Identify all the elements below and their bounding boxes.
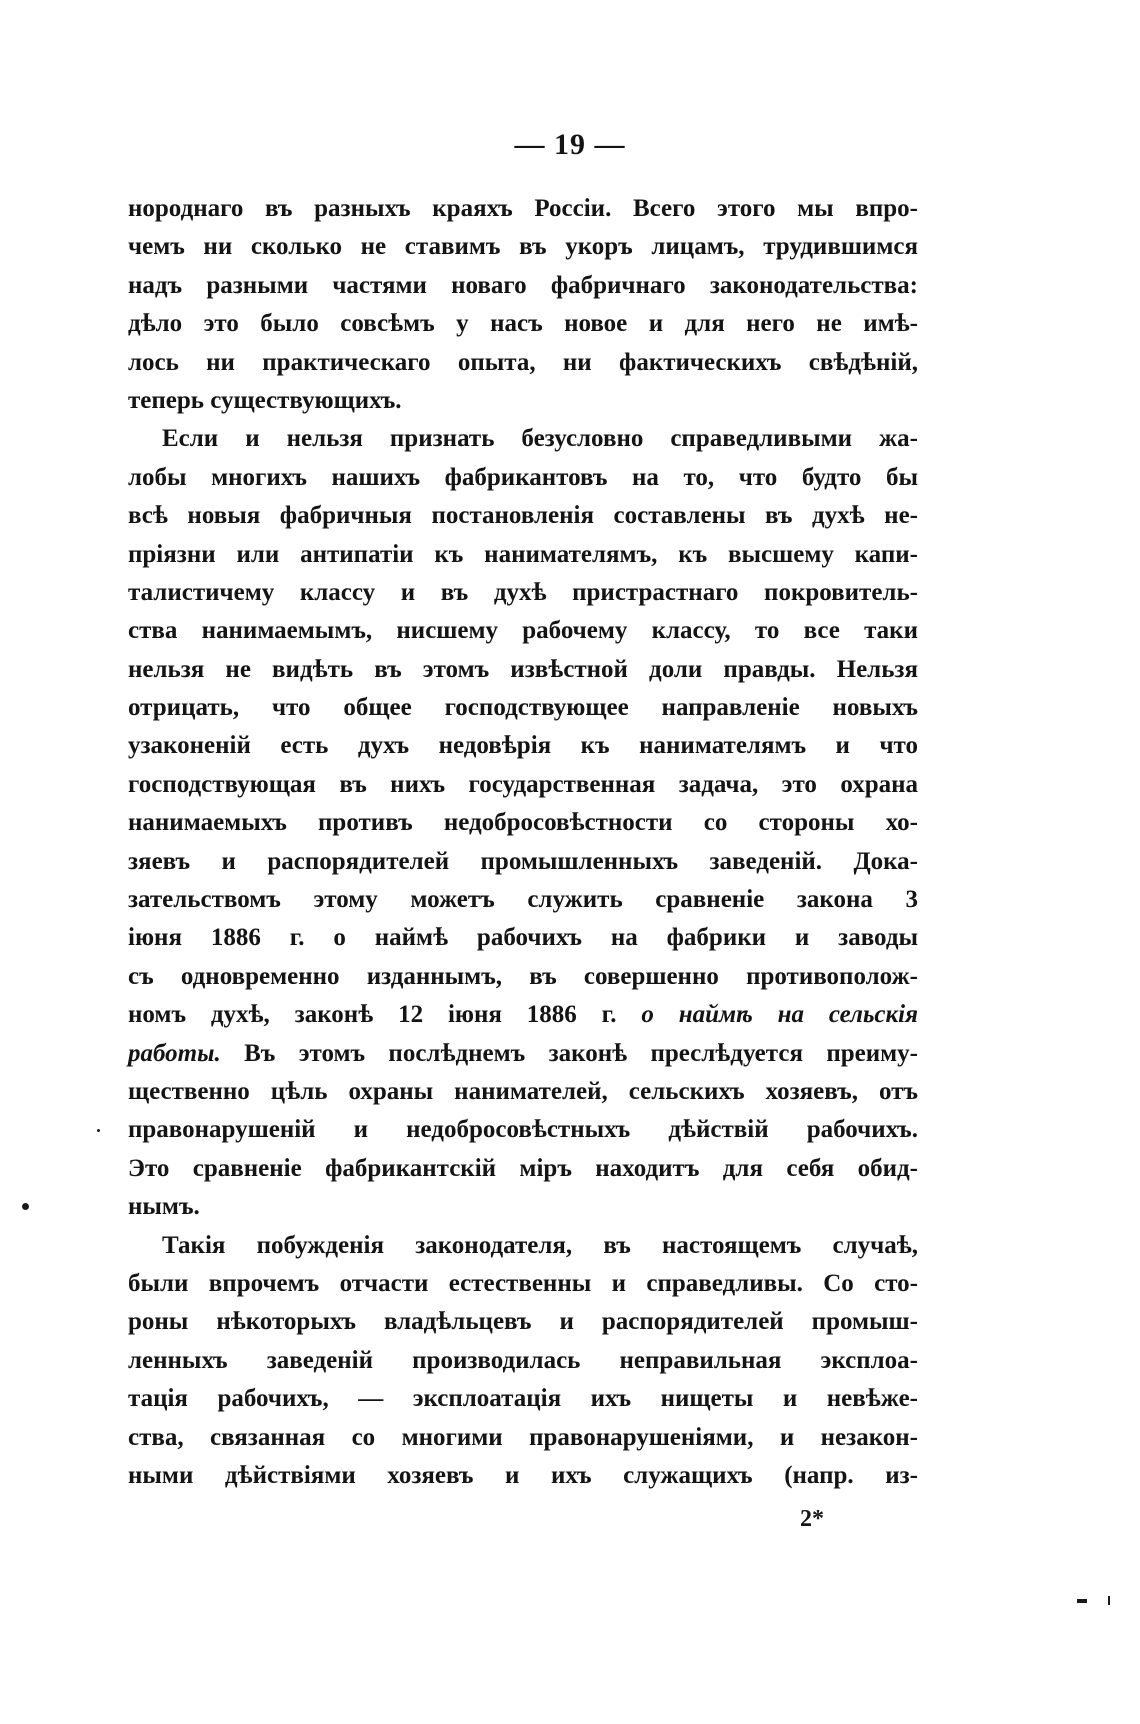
italic-segment: работы. bbox=[128, 1039, 221, 1067]
text-line: Это сравненіе фабрикантскій міръ находитъ для себя обид- bbox=[128, 1154, 918, 1182]
text-line: ства нанимаемымъ, нисшему рабочему классу, то все таки bbox=[128, 617, 918, 645]
signature-mark: 2* bbox=[800, 1506, 824, 1532]
text-line: пріязни или антипатіи къ нанимателямъ, къ высшему капи- bbox=[128, 540, 918, 568]
text-line: узаконеній есть духъ недовѣрія къ нанимателямъ и что bbox=[128, 732, 918, 760]
text-line: нымъ. bbox=[128, 1193, 200, 1221]
text-line: щественно цѣль охраны нанимателей, сельскихъ хозяевъ, отъ bbox=[128, 1077, 918, 1105]
paragraph-3 bbox=[128, 1227, 918, 1496]
text-line: лось ни практическаго опыта, ни фактическихъ свѣдѣній, bbox=[128, 348, 918, 376]
text-line: надъ разными частями новаго фабричнаго законодательства: bbox=[128, 271, 918, 299]
paragraph-1 bbox=[128, 190, 918, 420]
text-line: ства, связанная со многими правонарушеніями, и незакон- bbox=[128, 1423, 918, 1451]
scan-speck bbox=[1077, 1599, 1087, 1603]
text-segment: номъ духѣ, законѣ 12 іюня 1886 г. bbox=[128, 1001, 617, 1029]
text-line: съ одновременно изданнымъ, въ совершенно противополож- bbox=[128, 962, 918, 990]
text-line: правонарушеній и недобросовѣстныхъ дѣйствій рабочихъ. bbox=[128, 1116, 918, 1144]
scan-speck bbox=[97, 1129, 100, 1132]
body-text bbox=[128, 190, 918, 1495]
text-line: чемъ ни сколько не ставимъ въ укоръ лицамъ, трудившимся bbox=[128, 233, 918, 261]
text-line: зательствомъ этому можетъ служить сравненіе закона 3 bbox=[128, 886, 918, 914]
text-line: отрицать, что общее господствующее направленіе новыхъ bbox=[128, 694, 918, 722]
text-line: были впрочемъ отчасти естественны и справедливы. Со сто- bbox=[128, 1269, 918, 1297]
italic-segment: о наймѣ на сельскія bbox=[641, 1001, 918, 1029]
scan-speck bbox=[1108, 1596, 1110, 1605]
text-line: нельзя не видѣть въ этомъ извѣстной доли правды. Нельзя bbox=[128, 655, 918, 683]
text-line-mixed bbox=[128, 996, 918, 1034]
text-line: всѣ новыя фабричныя постановленія составлены въ духѣ не- bbox=[128, 502, 918, 530]
page-number: — 19 — bbox=[514, 128, 626, 161]
text-line: лобы многихъ нашихъ фабрикантовъ на то, что будто бы bbox=[128, 463, 918, 491]
text-line: Если и нельзя признать безусловно справедливыми жа- bbox=[162, 425, 918, 453]
text-line: тація рабочихъ, — эксплоатація ихъ нищеты и невѣже- bbox=[128, 1385, 918, 1413]
scan-speck bbox=[22, 1203, 29, 1210]
text-line: нанимаемыхъ противъ недобросовѣстности со стороны хо- bbox=[128, 809, 918, 837]
text-line: теперь существующихъ. bbox=[128, 386, 402, 414]
text-line: ленныхъ заведеній производилась неправильная эксплоа- bbox=[128, 1346, 918, 1374]
text-line: талистичему классу и въ духѣ пристрастнаго покровитель- bbox=[128, 578, 918, 606]
text-line: зяевъ и распорядителей промышленныхъ заведеній. Дока- bbox=[128, 847, 918, 875]
text-line: іюня 1886 г. о наймѣ рабочихъ на фабрики и заводы bbox=[128, 924, 918, 952]
text-line: дѣло это было совсѣмъ у насъ новое и для него не имѣ- bbox=[128, 310, 918, 338]
text-segment: Въ этомъ послѣднемъ законѣ преслѣдуется преиму- bbox=[244, 1039, 919, 1067]
text-line: роны нѣкоторыхъ владѣльцевъ и распорядителей промыш- bbox=[128, 1308, 918, 1336]
paragraph-2 bbox=[128, 420, 918, 1226]
text-line: Такія побужденія законодателя, въ настоящемъ случаѣ, bbox=[162, 1231, 918, 1259]
text-line-mixed bbox=[128, 1035, 918, 1073]
text-line: господствующая въ нихъ государственная задача, это охрана bbox=[128, 770, 918, 798]
text-line: ными дѣйствіями хозяевъ и ихъ служащихъ (напр. из- bbox=[128, 1461, 918, 1489]
text-line: нороднаго въ разныхъ краяхъ Россіи. Всего этого мы впро- bbox=[128, 195, 918, 222]
